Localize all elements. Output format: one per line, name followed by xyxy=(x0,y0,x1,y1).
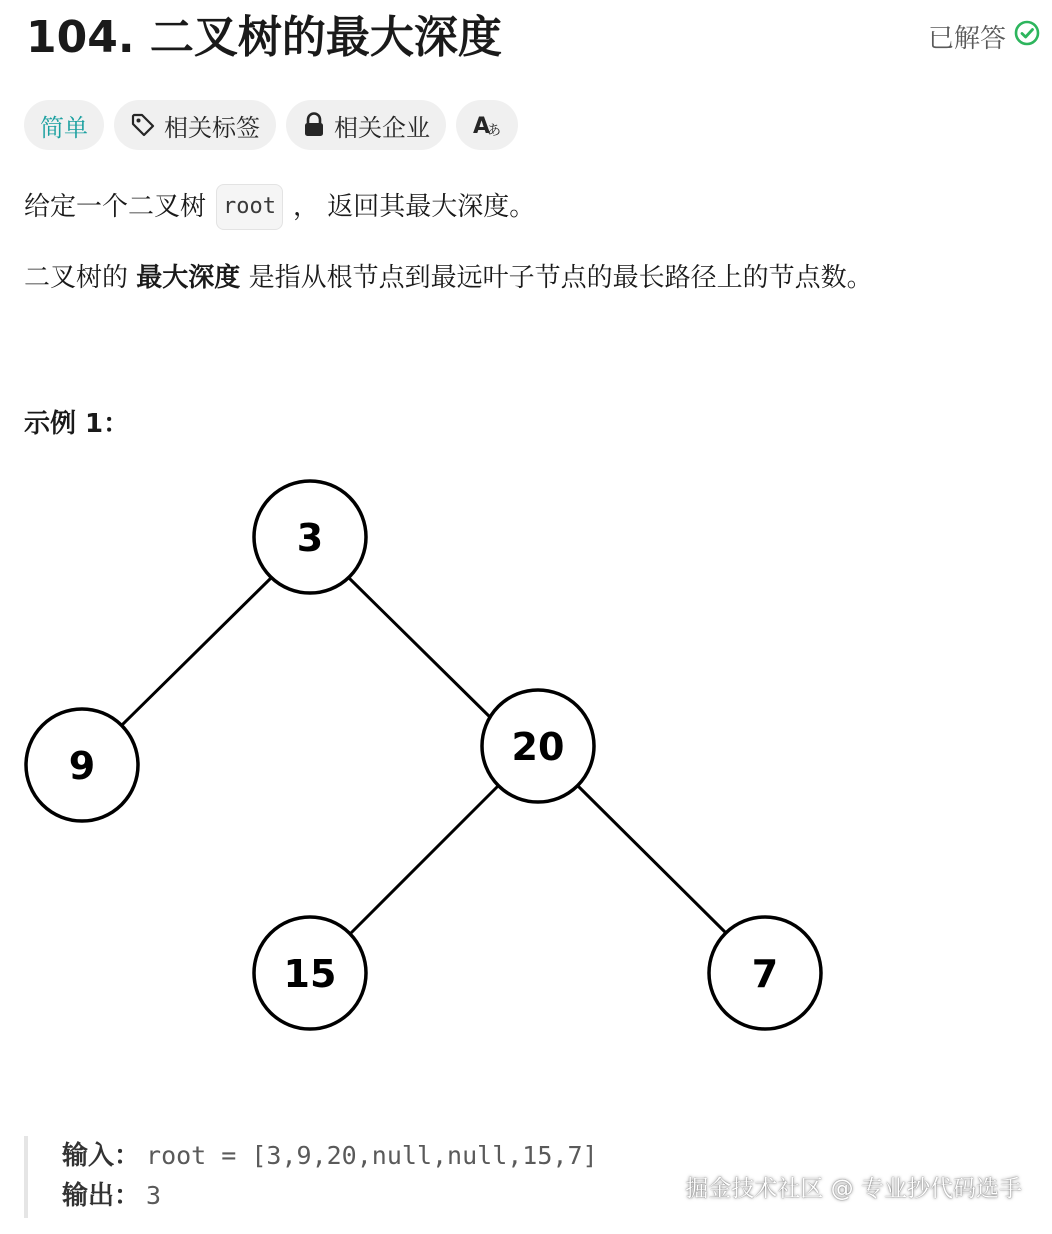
inline-code: root xyxy=(216,184,283,230)
tree-node-label: 15 xyxy=(283,952,337,996)
related-topics-tag[interactable] xyxy=(114,100,276,150)
solved-status[interactable] xyxy=(928,18,1040,54)
tree-edge xyxy=(578,786,727,934)
difficulty-label: 简单 xyxy=(40,113,88,142)
tree-edge xyxy=(122,577,272,725)
bold-term: 最大深度 xyxy=(136,263,241,293)
difficulty-tag[interactable] xyxy=(24,100,104,150)
output-label: 输出： xyxy=(62,1181,141,1211)
related-companies-tag[interactable] xyxy=(286,100,446,150)
check-circle-icon xyxy=(1014,20,1040,53)
tag-bar xyxy=(24,100,518,150)
related-companies-label: 相关企业 xyxy=(334,113,430,142)
tag-icon xyxy=(130,112,156,138)
input-label: 输入： xyxy=(62,1141,141,1171)
output-value: 3 xyxy=(146,1181,162,1210)
example-title: 示例 1： xyxy=(24,409,130,439)
lock-icon xyxy=(302,112,326,138)
description-paragraph-1 xyxy=(24,184,535,230)
binary-tree-diagram xyxy=(0,470,860,1040)
translate-button[interactable] xyxy=(456,100,518,150)
description-text: 给定一个二叉树 xyxy=(24,192,207,222)
svg-text:A: A xyxy=(473,114,491,139)
description-text: 是指从根节点到最远叶子节点的最长路径上的节点数。 xyxy=(248,263,873,293)
translate-icon xyxy=(472,111,502,139)
example-io-block xyxy=(24,1136,598,1218)
tree-node-label: 9 xyxy=(68,744,96,788)
problem-title: 104. 二叉树的最大深度 xyxy=(26,12,502,63)
watermark: 掘金技术社区 @ 专业抄代码选手 xyxy=(685,1176,1022,1202)
tree-edge xyxy=(348,577,498,725)
solved-label: 已解答 xyxy=(927,23,1006,54)
description-text: 二叉树的 xyxy=(24,263,129,293)
svg-text:あ: あ xyxy=(487,123,501,139)
tree-node-label: 7 xyxy=(751,952,779,996)
tree-node-label: 3 xyxy=(296,516,324,560)
example-output-line xyxy=(62,1176,598,1216)
description-paragraph-2 xyxy=(24,258,873,298)
tree-edge xyxy=(350,786,498,934)
related-topics-label: 相关标签 xyxy=(164,113,260,142)
example-input-line xyxy=(62,1136,598,1176)
description-text: ， 返回其最大深度。 xyxy=(293,192,536,222)
tree-node-label: 20 xyxy=(511,725,565,769)
input-value: root = [3,9,20,null,null,15,7] xyxy=(146,1141,598,1170)
